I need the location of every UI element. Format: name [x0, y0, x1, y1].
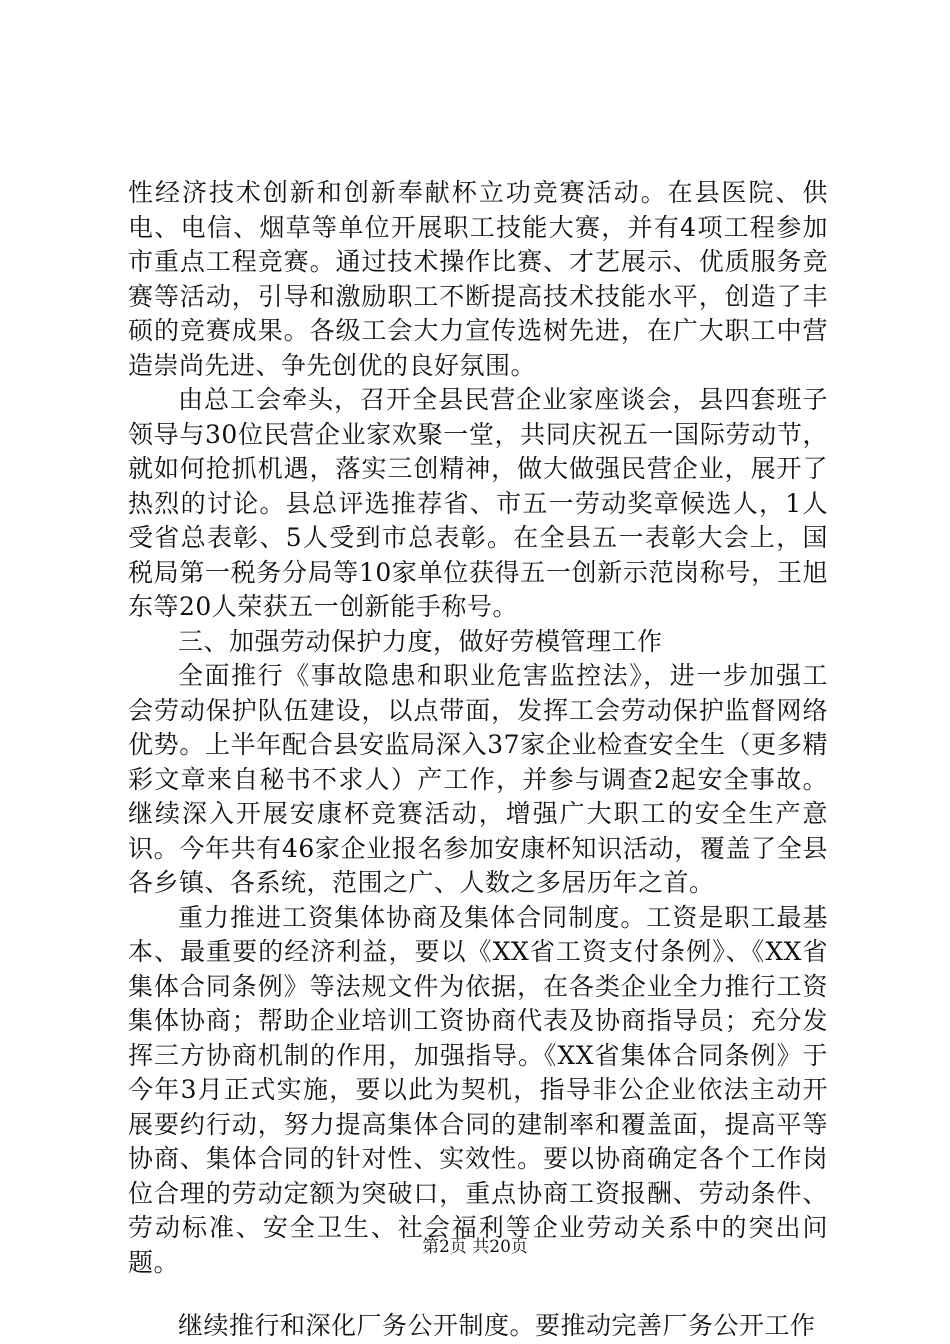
- paragraph-labor-protection: 全面推行《事故隐患和职业危害监控法》，进一步加强工会劳动保护队伍建设，以点带面，发挥工会劳动保护监督网络优势。上半年配合县安监局深入37家企业检查安全生（更多精彩文章来自秘书不求人）产工作，并参与调查2起安全事故。继续深入开展安康杯竞赛活动，增强广大职工的安全生产意识。今年共有46家企业报名参加安康杯知识活动，覆盖了全县各乡镇、各系统，范围之广、人数之多居历年之首。: [128, 661, 828, 897]
- page-number-footer: 第2页 共20页: [422, 1237, 528, 1257]
- document-body: [128, 176, 828, 1344]
- section-heading: 三、加强劳动保护力度，做好劳模管理工作: [178, 626, 663, 656]
- paragraph-wage-negotiation: 重力推进工资集体协商及集体合同制度。工资是职工最基本、最重要的经济利益，要以《XX省工资支付条例》、《XX省集体合同条例》等法规文件为依据，在各类企业全力推行工资集体协商；帮助企业培训工资协商代表及协商指导员；充分发挥三方协商机制的作用，加强指导。《XX省集体合同条例》于今年3月正式实施，要以此为契机，指导非公企业依法主动开展要约行动，努力提高集体合同的建制率和覆盖面，提高平等协商、集体合同的针对性、实效性。要以协商确定各个工作岗位合理的劳动定额为突破口，重点协商工资报酬、劳动条件、劳动标准、安全卫生、社会福利等企业劳动关系中的突出问题。: [128, 902, 828, 1277]
- paragraph-entrepreneur-forum: 由总工会牵头，召开全县民营企业家座谈会，县四套班子领导与30位民营企业家欢聚一堂，共同庆祝五一国际劳动节，就如何抢抓机遇，落实三创精神，做大做强民营企业，展开了热烈的讨论。县总评选推荐省、市五一劳动奖章候选人，1人受省总表彰、5人受到市总表彰。在全县五一表彰大会上，国税局第一税务分局等10家单位获得五一创新示范岗称号，王旭东等20人荣获五一创新能手称号。: [128, 385, 828, 621]
- paragraph-factory-affairs: 继续推行和深化厂务公开制度。要推动完善厂务公开工作: [178, 1311, 816, 1340]
- paragraph-continuation: 性经济技术创新和创新奉献杯立功竞赛活动。在县医院、供电、电信、烟草等单位开展职工技能大赛，并有4项工程参加市重点工程竞赛。通过技术操作比赛、才艺展示、优质服务竞赛等活动，引导和激励职工不断提高技术技能水平，创造了丰硕的竞赛成果。各级工会大力宣传选树先进，在广大职工中营造崇尚先进、争先创优的良好氛围。: [128, 178, 828, 380]
